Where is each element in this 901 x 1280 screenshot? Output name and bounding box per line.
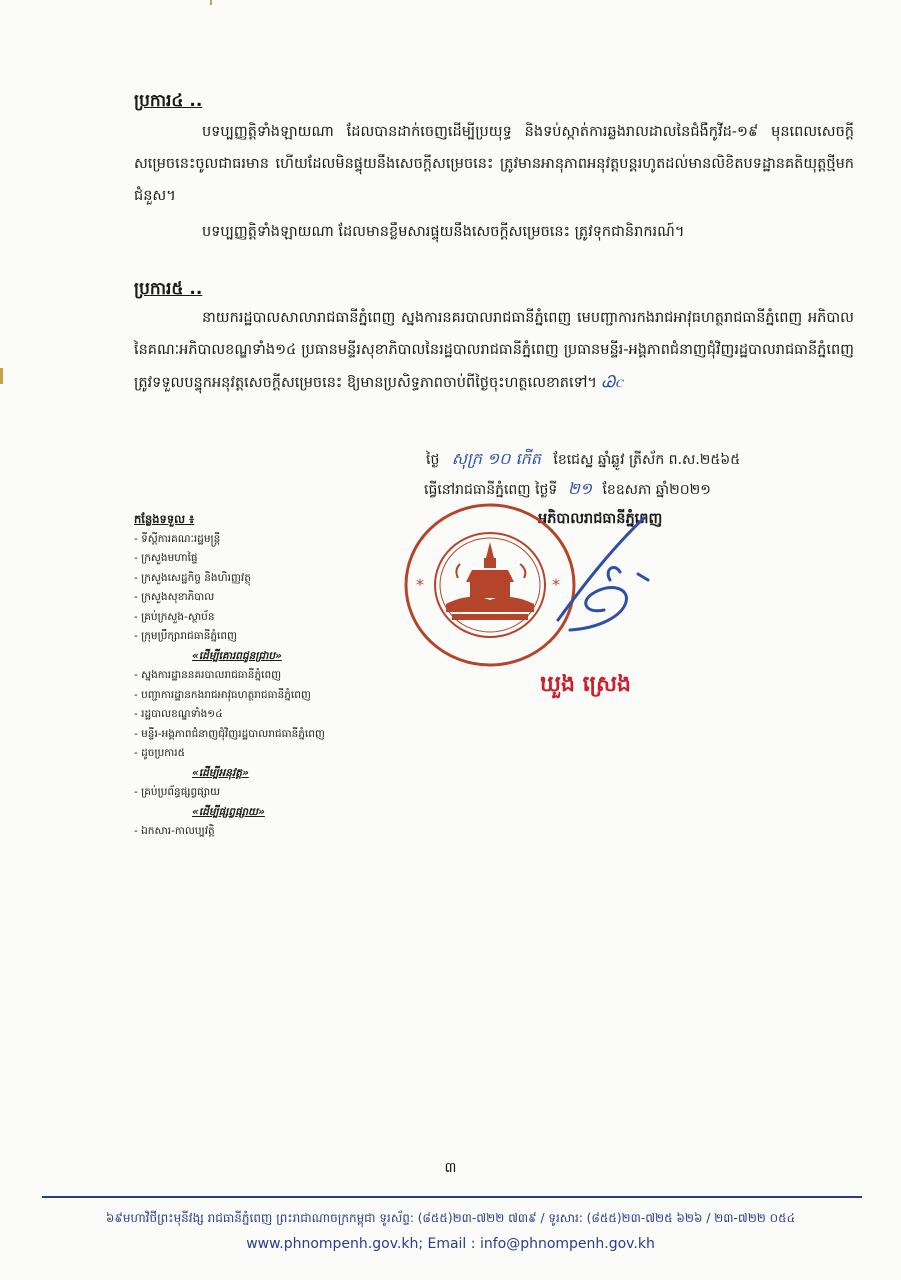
solar-date-line [424,478,864,502]
solar-date-prefix: ធ្វើនៅរាជធានីភ្នំពេញ ថ្ងៃទី [424,482,558,498]
recipients-purpose-implement: «ដើម្បីអនុវត្ត» [192,766,249,779]
article-4-paragraph-1: បទប្បញ្ញត្តិទាំងឡាយណា ដែលបានដាក់ចេញដើម្បីប្រយុទ្ធ និងទប់ស្កាត់ការឆ្លងរាលដាលនៃជំងឺកូវីដ-១៩ មុនពេលសេចក្តីសម្រេចនេះចូលជាធរមាន ហើយដែលមិនផ្ទុយនឹងសេចក្តីសម្រេចនេះ ត្រូវមានអានុភាពអនុវត្តបន្តរហូតដល់មានលិខិតបទដ្ឋានគតិយុត្តថ្មីមកជំនួស។ [134,124,854,204]
handwritten-initial: Ꮚꮯ [601,372,623,391]
recipient-item: - ទីស្តីការគណៈរដ្ឋមន្ត្រី [134,530,404,550]
article-5-heading: ប្រការ៥ .. [134,279,203,299]
article-4-paragraph-2: បទប្បញ្ញត្តិទាំងឡាយណា ដែលមានខ្លឹមសារផ្ទុយនឹងសេចក្តីសម្រេចនេះ ត្រូវទុកជានិរាករណ៍។ [202,224,685,240]
recipient-item: - គ្រប់ក្រសួង-ស្ថាប័ន [134,608,404,628]
edge-mark-top [210,0,212,5]
signer-title: អភិបាលរាជធានីភ្នំពេញ [538,511,663,527]
lunar-date-prefix: ថ្ងៃ [426,452,440,468]
recipient-item: - ដូចប្រការ៥ [134,744,404,764]
recipients-list [134,510,404,842]
recipient-item: - ក្រសួងមហាផ្ទៃ [134,549,404,569]
lunar-date-line [426,448,866,472]
footer-divider [42,1196,862,1198]
solar-date-handwritten: ២១ [567,479,592,498]
recipients-title: កន្លែងទទួល ៖ [134,512,195,526]
recipient-item: - ស្នងការដ្ឋាននគរបាលរាជធានីភ្នំពេញ [134,666,404,686]
recipient-item: - ក្រសួងសេដ្ឋកិច្ច និងហិរញ្ញវត្ថុ [134,569,404,589]
article-4-heading: ប្រការ៤ .. [134,91,203,111]
footer-address: ៦៩មហាវិថីព្រះមុនីវង្ស រាជធានីភ្នំពេញ ព្រះរាជាណាចក្រកម្ពុជា ទូរស័ព្ទ: (៨៥៥)២៣-៧២២ ៧៣៩ / ទូរសារ: (៨៥៥)២៣-៧២៥ ៦២៦ / ២៣-៧២២ ០៥៤ [105,1211,796,1225]
recipients-purpose-disseminate: «ដើម្បីផ្សព្វផ្សាយ» [192,805,265,818]
svg-text:*: * [552,575,560,594]
recipient-item: - ក្រុមប្រឹក្សារាជធានីភ្នំពេញ [134,627,404,647]
article-5-text: នាយករដ្ឋបាលសាលារាជធានីភ្នំពេញ ស្នងការនគរបាលរាជធានីភ្នំពេញ មេបញ្ជាការកងរាជអាវុធហត្ថរាជធានីភ្នំពេញ អភិបាល នៃគណៈអភិបាលខណ្ឌទាំង១៤ ប្រធានមន្ទីរសុខាភិបាលនៃរដ្ឋបាលរាជធានីភ្នំពេញ ប្រធានមន្ទីរ-អង្គភាពជំនាញជុំវិញរដ្ឋបាលរាជធានីភ្នំពេញ ត្រូវទទួលបន្ទុកអនុវត្តសេចក្តីសម្រេចនេះ ឱ្យមានប្រសិទ្ធភាពចាប់ពីថ្ងៃចុះហត្ថលេខាតទៅ។ [134,310,854,391]
lunar-date-handwritten: សុក្រ ១០ កើត [451,449,541,468]
recipient-item: - ឯកសារ-កាលប្បវត្តិ [134,822,404,842]
lunar-date-suffix: ខែជេស្ឋ ឆ្នាំឆ្លូវ ត្រីស័ក ព.ស.២៥៦៥ [553,452,741,468]
recipient-item: - បញ្ជាការដ្ឋានកងរាជអាវុធហត្ថរាជធានីភ្នំពេញ [134,686,404,706]
recipients-purpose-inform: «ដើម្បីគោរពជូនជ្រាប» [192,649,282,662]
article-5-paragraph [134,302,854,399]
recipient-item: - មន្ទីរ-អង្គភាពជំនាញជុំវិញរដ្ឋបាលរាជធានីភ្នំពេញ [134,725,404,745]
signer-name: ឃួង ស្រេង [540,672,632,697]
page-number: ៣ [444,1160,457,1176]
footer-contact: www.phnompenh.gov.kh; Email : info@phnompenh.gov.kh [246,1236,655,1252]
signature-icon [538,510,663,650]
recipient-item: - រដ្ឋបាលខណ្ឌទាំង១៤ [134,705,404,725]
edge-mark-left [0,368,3,384]
solar-date-suffix: ខែឧសភា ឆ្នាំ២០២១ [602,482,711,498]
recipient-item: - ក្រសួងសុខាភិបាល [134,588,404,608]
recipient-item: - គ្រប់ប្រព័ន្ធផ្សព្វផ្សាយ [134,783,404,803]
svg-text:*: * [416,575,424,594]
